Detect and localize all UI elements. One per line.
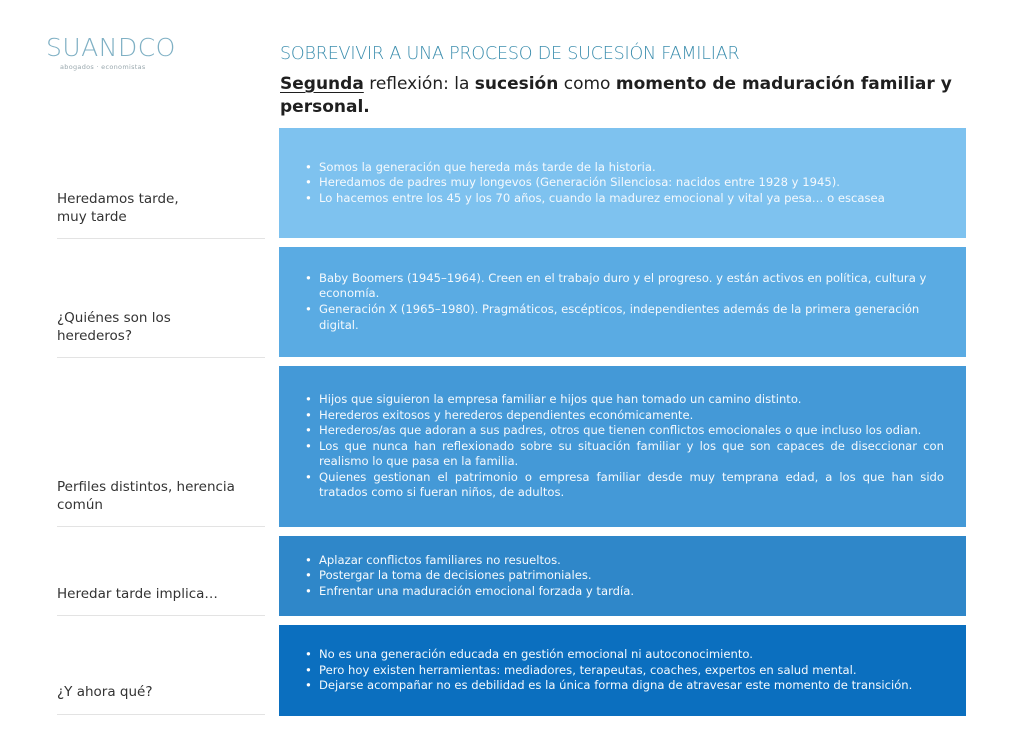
row-label: ¿Quiénes son los herederos?: [57, 310, 171, 344]
content-box: [279, 247, 966, 357]
list-item: • Los que nunca han reflexionado sobre su situación familiar y los que son capaces de diseccionar con realismo lo que pasa en la familia.: [301, 439, 944, 470]
page-subtitle: [280, 73, 970, 119]
company-logo: [46, 34, 186, 71]
subtitle-emphasis-sucesion: sucesión: [474, 74, 559, 94]
row-divider: [57, 526, 265, 527]
row-divider: [57, 238, 265, 239]
logo-tagline: abogados · economistas: [60, 63, 146, 71]
subtitle-emphasis-momento: momento de maduración familiar y personal.: [280, 74, 952, 117]
page-kicker-title: SOBREVIVIR A UNA PROCESO DE SUCESIÓN FAMILIAR: [280, 44, 740, 64]
list-item: • Quienes gestionan el patrimonio o empresa familiar desde muy temprana edad, a los que han sido tratados como si fueran niños, de adultos.: [301, 470, 944, 501]
list-item: • Dejarse acompañar no es debilidad es la única forma digna de atravesar este momento de transición.: [301, 678, 944, 694]
bullet-list: [301, 160, 944, 207]
list-item: • Aplazar conflictos familiares no resueltos.: [301, 553, 944, 569]
list-item: • No es una generación educada en gestión emocional ni autoconocimiento.: [301, 647, 944, 663]
content-box: [279, 366, 966, 527]
list-item: • Enfrentar una maduración emocional forzada y tardía.: [301, 584, 944, 600]
row-divider: [57, 357, 265, 358]
subtitle-emphasis-segunda: Segunda: [280, 74, 364, 94]
list-item: • Herederos/as que adoran a sus padres, otros que tienen conflictos emocionales o que incluso los odian.: [301, 423, 944, 439]
list-item: • Herederos exitosos y herederos dependientes económicamente.: [301, 408, 944, 424]
list-item: • Heredamos de padres muy longevos (Generación Silenciosa: nacidos entre 1928 y 1945).: [301, 175, 944, 191]
list-item: • Pero hoy existen herramientas: mediadores, terapeutas, coaches, expertos en salud mental.: [301, 663, 944, 679]
list-item: • Baby Boomers (1945–1964). Creen en el trabajo duro y el progreso. y están activos en política, cultura y economía.: [301, 271, 944, 302]
bullet-list: [301, 553, 944, 600]
subtitle-text: como: [558, 74, 616, 94]
bullet-list: [301, 647, 944, 694]
row-label: Heredar tarde implica…: [57, 586, 218, 602]
row-divider: [57, 615, 265, 616]
subtitle-text: reflexión: la: [363, 74, 475, 94]
content-box: [279, 625, 966, 716]
list-item: • Hijos que siguieron la empresa familiar e hijos que han tomado un camino distinto.: [301, 392, 944, 408]
row-label: Perfiles distintos, herencia común: [57, 479, 235, 513]
bullet-list: [301, 271, 944, 333]
row-divider: [57, 714, 265, 715]
row-label: Heredamos tarde, muy tarde: [57, 191, 179, 225]
logo-wordmark: SUANDCO: [46, 33, 176, 62]
content-box: [279, 536, 966, 616]
content-box: [279, 128, 966, 238]
list-item: • Somos la generación que hereda más tarde de la historia.: [301, 160, 944, 176]
row-label: ¿Y ahora qué?: [57, 684, 153, 700]
list-item: • Postergar la toma de decisiones patrimoniales.: [301, 568, 944, 584]
list-item: • Lo hacemos entre los 45 y los 70 años, cuando la madurez emocional y vital ya pesa… o escasea: [301, 191, 944, 207]
list-item: • Generación X (1965–1980). Pragmáticos, escépticos, independientes además de la primera generación digital.: [301, 302, 944, 333]
bullet-list: [301, 392, 944, 501]
